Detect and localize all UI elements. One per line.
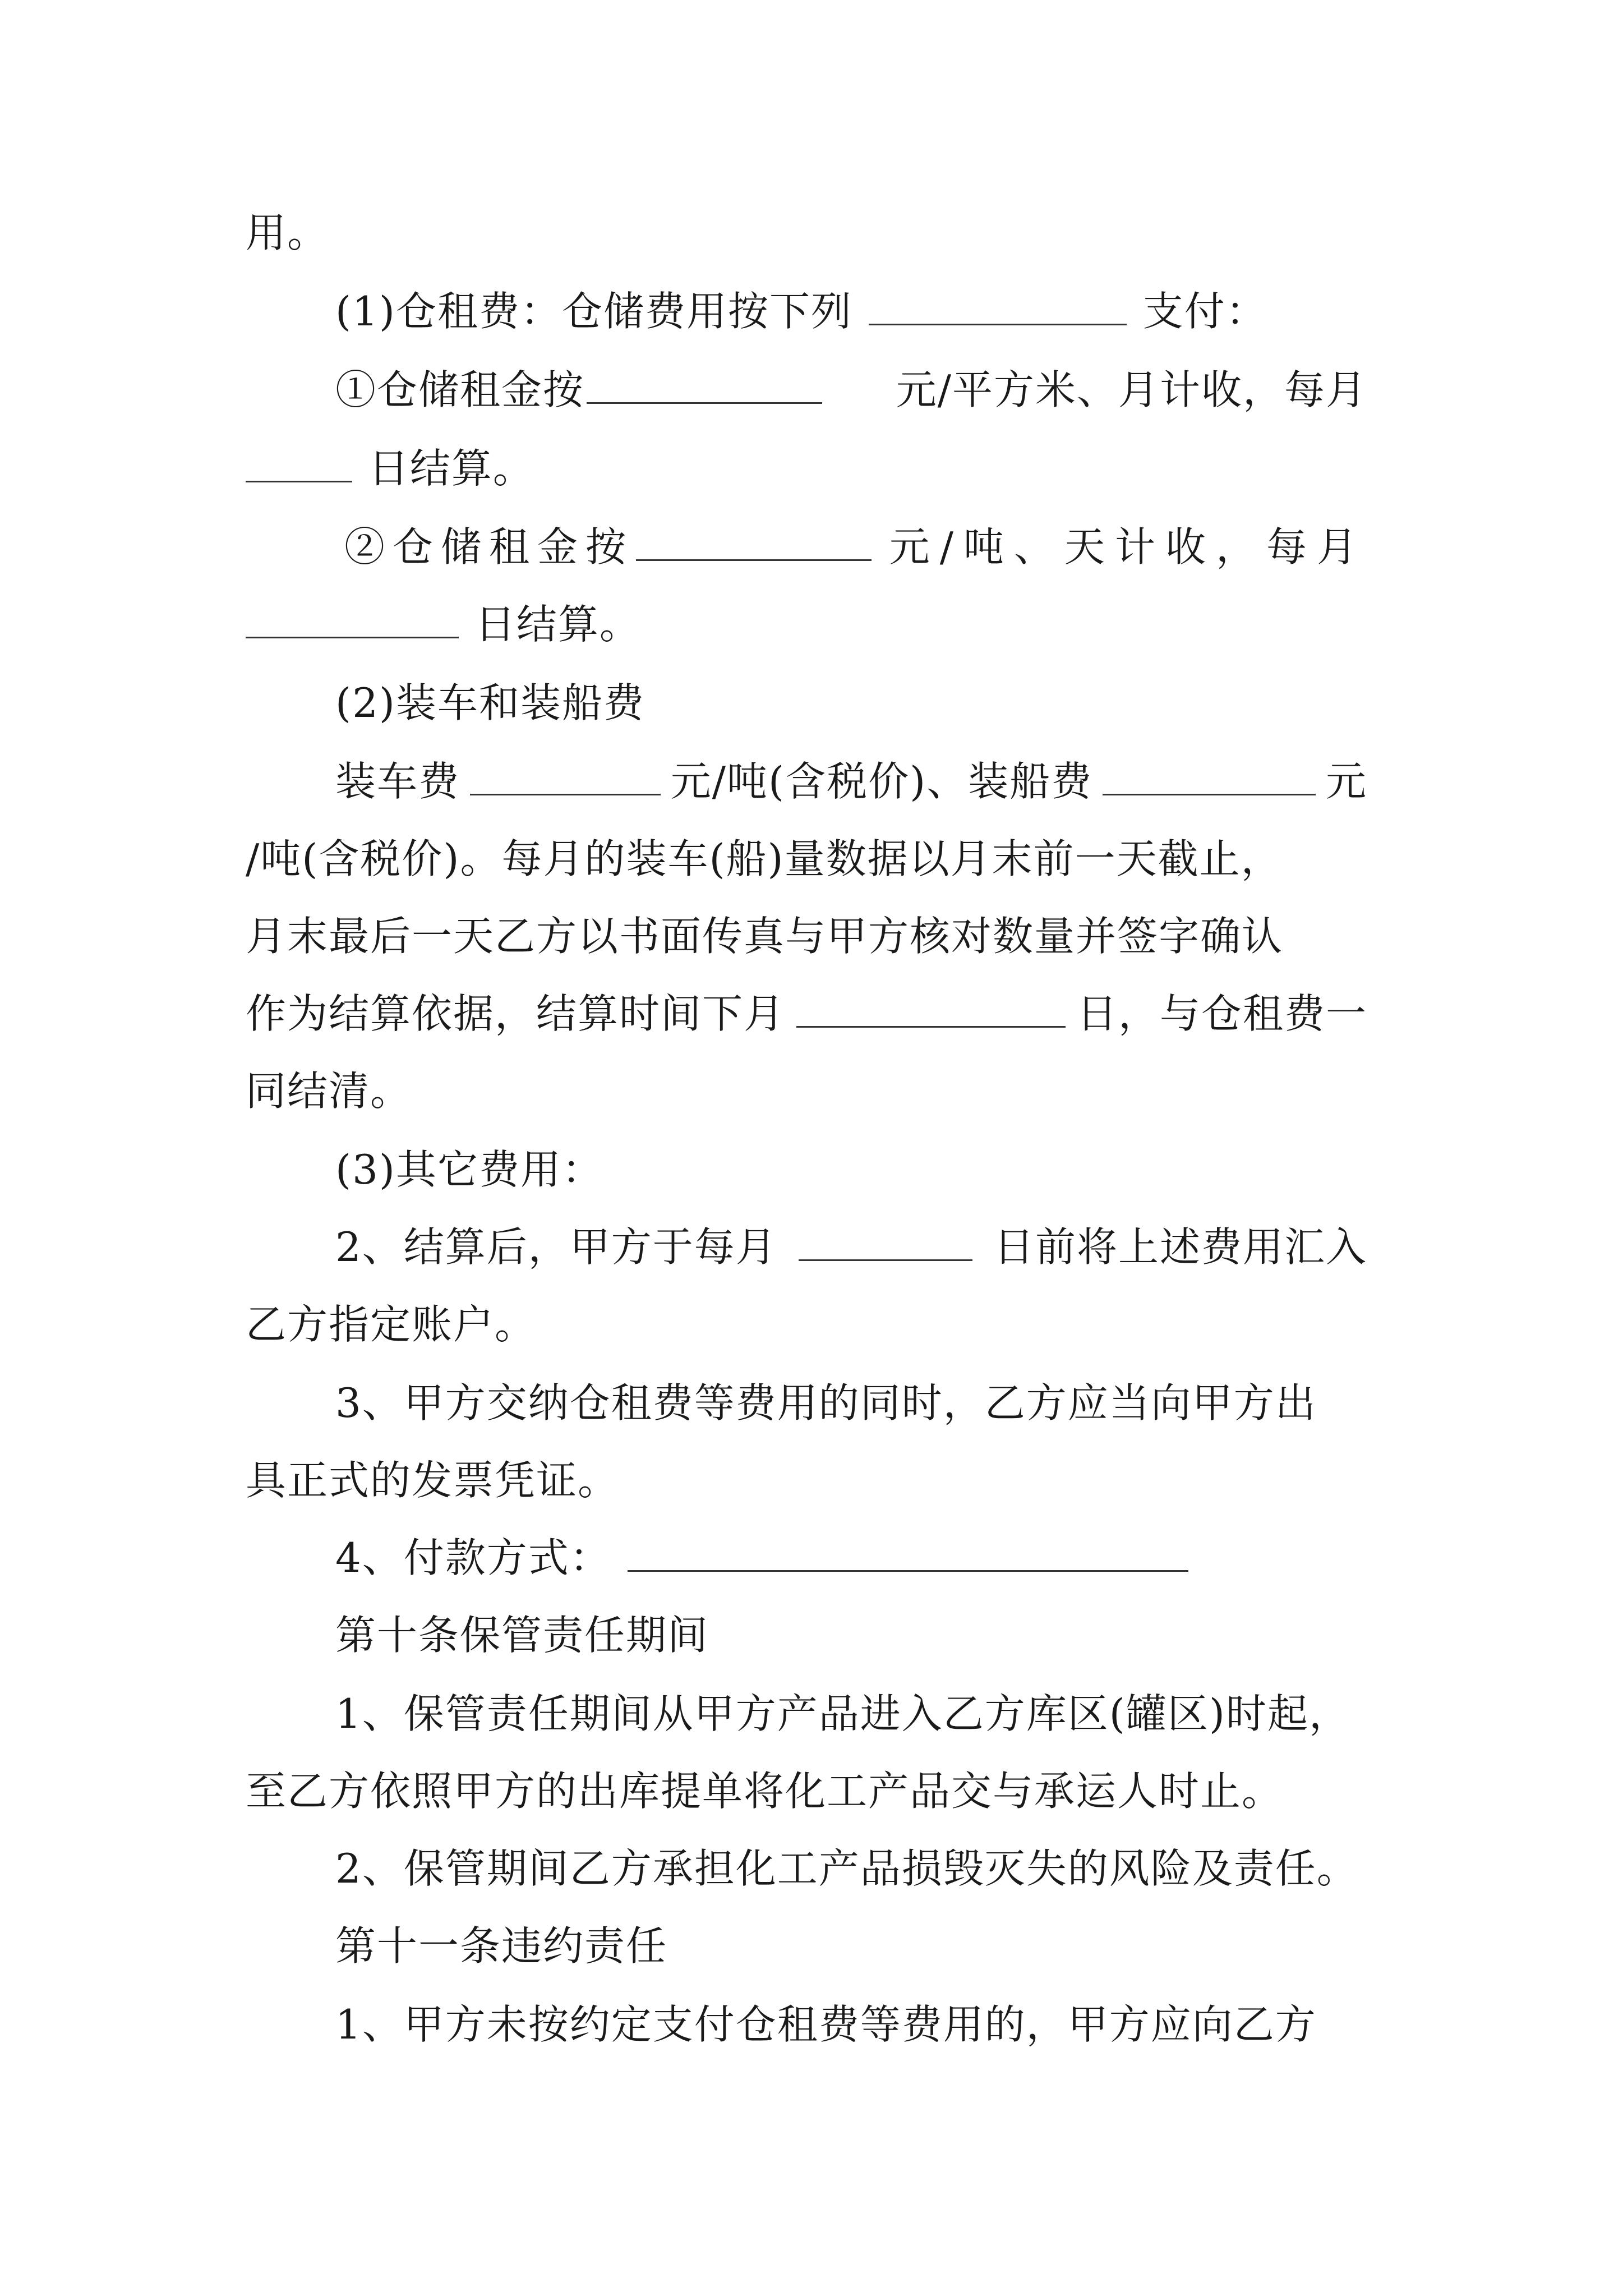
text-segment: 日结算。 <box>368 445 534 492</box>
fill-in-blank <box>796 991 1066 1028</box>
text-line <box>335 672 645 734</box>
text-segment: 元 <box>1325 758 1367 805</box>
section-heading <box>335 1604 709 1666</box>
text-line <box>335 1683 1350 1745</box>
text-segment: 具正式的发票凭证。 <box>246 1457 620 1504</box>
text-line <box>335 1838 1358 1899</box>
text-segment: /吨(含税价)。每月的装车(船)量数据以月末前一天截止， <box>246 835 1283 882</box>
text-segment: 第十条保管责任期间 <box>335 1612 709 1659</box>
text-line <box>246 438 534 499</box>
fill-in-blank <box>470 759 661 795</box>
text-segment: 元/平方米、月计收，每月 <box>896 366 1367 413</box>
text-line <box>335 1216 1367 1278</box>
text-line <box>246 905 1283 967</box>
text-segment: ①仓储租金按 <box>335 366 585 413</box>
text-line <box>335 751 1367 812</box>
text-segment: (2)装车和装船费 <box>335 679 645 726</box>
text-segment: 2、保管期间乙方承担化工产品损毁灭失的风险及责任。 <box>335 1845 1358 1892</box>
text-line <box>335 359 1367 421</box>
text-line <box>335 280 1267 342</box>
text-segment: 支付： <box>1142 288 1267 335</box>
text-line <box>246 983 1367 1045</box>
text-line <box>246 1760 1283 1822</box>
text-segment: 4、付款方式： <box>335 1534 611 1581</box>
text-segment: 装车费 <box>335 758 460 805</box>
payment-method-blank <box>628 1535 1188 1572</box>
fill-in-blank <box>799 1225 972 1261</box>
text-line <box>335 1994 1317 2055</box>
text-segment: (3)其它费用： <box>335 1146 603 1193</box>
text-segment: 至乙方依照甲方的出库提单将化工产品交与承运人时止。 <box>246 1768 1284 1815</box>
text-segment: 乙方指定账户。 <box>246 1301 537 1348</box>
text-line <box>246 1450 619 1511</box>
text-segment: (1)仓租费：仓储费用按下列 <box>335 288 852 335</box>
text-segment: 第十一条违约责任 <box>335 1922 668 1970</box>
text-segment: 作为结算依据，结算时间下月 <box>246 990 786 1037</box>
text-line <box>246 202 329 264</box>
text-line <box>246 1060 412 1122</box>
text-segment: 同结清。 <box>246 1068 412 1115</box>
text-segment: 日，与仓租费一 <box>1076 990 1367 1037</box>
text-segment: 月末最后一天乙方以书面传真与甲方核对数量并签字确认 <box>246 913 1284 960</box>
text-segment: 3、甲方交纳仓租费等费用的同时，乙方应当向甲方出 <box>335 1379 1317 1427</box>
text-segment: ②仓储租金按 <box>344 523 634 570</box>
text-line <box>335 1372 1317 1434</box>
fill-in-blank <box>246 446 352 482</box>
section-heading <box>335 1915 667 1977</box>
text-line <box>246 593 641 655</box>
text-segment: 用。 <box>246 209 329 256</box>
text-segment: 1、保管责任期间从甲方产品进入乙方库区(罐区)时起， <box>335 1690 1350 1737</box>
text-segment: 2、结算后，甲方于每月 <box>335 1223 777 1271</box>
fill-in-blank <box>869 289 1127 325</box>
text-line <box>344 516 1367 578</box>
text-line <box>335 1527 1191 1589</box>
fill-in-blank <box>246 602 459 638</box>
text-segment: 1、甲方未按约定支付仓租费等费用的，甲方应向乙方 <box>335 2001 1317 2048</box>
text-segment: 元/吨、天计收，每月 <box>889 523 1367 570</box>
text-segment: 日前将上述费用汇入 <box>993 1223 1367 1271</box>
text-line <box>246 1294 536 1355</box>
text-segment: 日结算。 <box>474 601 641 648</box>
text-line <box>246 828 1283 890</box>
fill-in-blank <box>587 367 822 404</box>
text-segment: 元/吨(含税价)、装船费 <box>670 758 1093 805</box>
fill-in-blank <box>1103 759 1316 795</box>
fill-in-blank <box>636 524 872 561</box>
text-line <box>335 1139 603 1200</box>
